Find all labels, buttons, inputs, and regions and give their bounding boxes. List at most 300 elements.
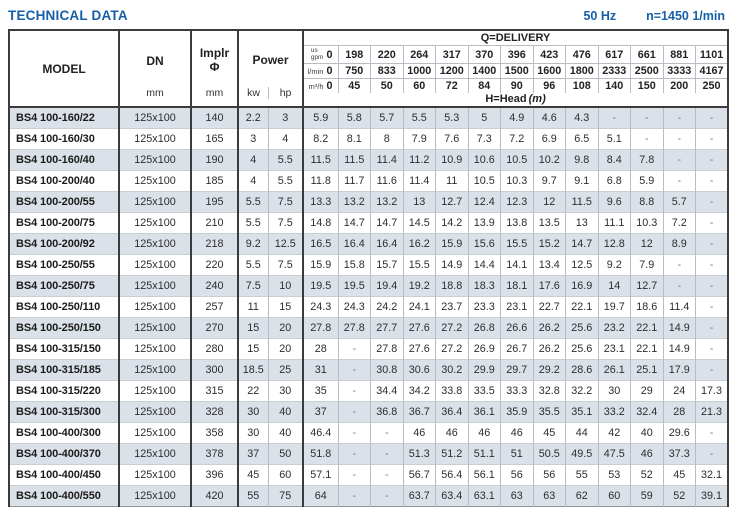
head-value-cell: 5.5: [403, 107, 436, 129]
head-value-cell: -: [696, 360, 729, 381]
head-value-cell: 35.1: [566, 402, 599, 423]
flow-value-cell: 423: [533, 46, 566, 64]
head-value-cell: -: [696, 129, 729, 150]
head-value-cell: 46: [468, 423, 501, 444]
flow-value-cell: 50: [371, 79, 404, 94]
dn-cell: 125x100: [119, 402, 191, 423]
power-kw-cell: 30: [238, 402, 268, 423]
impeller-label: Implr: [199, 46, 230, 61]
head-value-cell: 28: [303, 339, 338, 360]
head-value-cell: 14.2: [436, 213, 469, 234]
dn-cell: 125x100: [119, 150, 191, 171]
head-value-cell: -: [663, 129, 696, 150]
head-value-cell: 23.3: [468, 297, 501, 318]
head-value-cell: 27.8: [371, 339, 404, 360]
table-row: [9, 150, 728, 171]
head-value-cell: 15.5: [403, 255, 436, 276]
head-value-cell: 7.6: [436, 129, 469, 150]
power-kw-cell: 5.5: [238, 255, 268, 276]
head-value-cell: 30.6: [403, 360, 436, 381]
dn-cell: 125x100: [119, 423, 191, 444]
head-value-cell: -: [338, 423, 371, 444]
head-value-cell: 12: [631, 234, 664, 255]
power-kw-cell: 37: [238, 444, 268, 465]
table-row: [9, 234, 728, 255]
table-row: [9, 486, 728, 507]
head-value-cell: 46: [501, 423, 534, 444]
power-kw-cell: 22: [238, 381, 268, 402]
head-value-cell: -: [696, 444, 729, 465]
power-label: Power: [252, 53, 289, 67]
head-value-cell: 11.7: [338, 171, 371, 192]
impeller-cell: 328: [191, 402, 238, 423]
impeller-phi-symbol: Φ: [209, 60, 220, 74]
dn-cell: 125x100: [119, 129, 191, 150]
hp-unit-label: hp: [268, 87, 302, 99]
head-value-cell: 16.4: [371, 234, 404, 255]
head-value-cell: 40: [631, 423, 664, 444]
head-value-cell: -: [338, 360, 371, 381]
flow-value-cell: 617: [598, 46, 631, 64]
table-row: [9, 360, 728, 381]
power-hp-cell: 20: [268, 318, 303, 339]
flow-zero-value: 0: [326, 80, 333, 92]
model-cell: BS4 100-400/550: [9, 486, 119, 507]
head-value-cell: 30: [598, 381, 631, 402]
head-value-cell: 23.2: [598, 318, 631, 339]
model-cell: BS4 100-200/55: [9, 192, 119, 213]
flow-value-cell: 881: [663, 46, 696, 64]
head-value-cell: 27.6: [403, 318, 436, 339]
table-row: [9, 339, 728, 360]
head-value-cell: 6.9: [533, 129, 566, 150]
impeller-cell: 220: [191, 255, 238, 276]
head-value-cell: 25.1: [631, 360, 664, 381]
power-hp-cell: 15: [268, 297, 303, 318]
head-value-cell: 24: [663, 381, 696, 402]
head-value-cell: 10.5: [468, 171, 501, 192]
head-value-cell: 53: [598, 465, 631, 486]
flow-value-cell: 1000: [403, 64, 436, 79]
head-value-cell: 13.2: [338, 192, 371, 213]
head-value-cell: 32.1: [696, 465, 729, 486]
flow-unit-cell: [303, 79, 338, 94]
head-value-cell: 18.6: [631, 297, 664, 318]
head-value-cell: 51: [501, 444, 534, 465]
dn-cell: 125x100: [119, 486, 191, 507]
head-value-cell: 19.7: [598, 297, 631, 318]
head-value-cell: 26.1: [598, 360, 631, 381]
head-value-cell: 26.7: [501, 339, 534, 360]
dn-cell: 125x100: [119, 171, 191, 192]
power-hp-cell: 5.5: [268, 150, 303, 171]
model-cell: BS4 100-160/30: [9, 129, 119, 150]
table-body: [9, 107, 728, 507]
head-value-cell: 49.5: [566, 444, 599, 465]
head-value-cell: 36.8: [371, 402, 404, 423]
model-cell: BS4 100-160/40: [9, 150, 119, 171]
impeller-cell: 378: [191, 444, 238, 465]
power-kw-cell: 5.5: [238, 213, 268, 234]
head-value-cell: 34.2: [403, 381, 436, 402]
power-kw-cell: 7.5: [238, 276, 268, 297]
head-value-cell: 26.2: [533, 339, 566, 360]
head-value-cell: 8.8: [631, 192, 664, 213]
head-value-cell: 36.7: [403, 402, 436, 423]
table-row: [9, 465, 728, 486]
head-value-cell: 32.4: [631, 402, 664, 423]
power-hp-cell: 7.5: [268, 192, 303, 213]
power-hp-cell: 12.5: [268, 234, 303, 255]
head-value-cell: 24.3: [303, 297, 338, 318]
head-value-cell: 13.3: [303, 192, 338, 213]
head-value-cell: 6.8: [598, 171, 631, 192]
head-value-cell: 8: [371, 129, 404, 150]
dn-column-header: [119, 30, 191, 107]
head-value-cell: 10.5: [501, 150, 534, 171]
head-value-cell: 47.5: [598, 444, 631, 465]
head-value-cell: 32.2: [566, 381, 599, 402]
head-value-cell: -: [338, 339, 371, 360]
flow-value-cell: 1400: [468, 64, 501, 79]
head-value-cell: 4.3: [566, 107, 599, 129]
head-value-cell: -: [696, 107, 729, 129]
head-value-cell: 7.9: [631, 255, 664, 276]
head-value-cell: 52: [631, 465, 664, 486]
impeller-cell: 240: [191, 276, 238, 297]
flow-value-cell: 108: [566, 79, 599, 94]
head-value-cell: 27.2: [436, 339, 469, 360]
head-value-cell: 29: [631, 381, 664, 402]
head-label: H=Head: [485, 93, 527, 105]
head-value-cell: 14.9: [436, 255, 469, 276]
head-value-cell: 13.9: [468, 213, 501, 234]
dn-cell: 125x100: [119, 234, 191, 255]
head-value-cell: 11.4: [371, 150, 404, 171]
head-value-cell: 13.5: [533, 213, 566, 234]
head-value-cell: -: [696, 234, 729, 255]
head-value-cell: 33.8: [436, 381, 469, 402]
head-value-cell: 16.2: [403, 234, 436, 255]
head-value-cell: 63.4: [436, 486, 469, 507]
head-value-cell: -: [663, 107, 696, 129]
head-value-cell: 11.4: [403, 171, 436, 192]
dn-cell: 125x100: [119, 339, 191, 360]
flow-value-cell: 661: [631, 46, 664, 64]
head-value-cell: 14.7: [566, 234, 599, 255]
unit-line: us: [310, 46, 318, 54]
head-value-cell: 55: [566, 465, 599, 486]
head-value-cell: 32.8: [533, 381, 566, 402]
head-value-cell: 7.9: [403, 129, 436, 150]
head-value-cell: -: [696, 171, 729, 192]
head-value-cell: 14.5: [403, 213, 436, 234]
head-value-cell: 28.6: [566, 360, 599, 381]
head-value-cell: 11.8: [303, 171, 338, 192]
head-value-cell: 8.9: [663, 234, 696, 255]
flow-unit-wrap: [304, 65, 338, 77]
head-value-cell: 46: [631, 444, 664, 465]
head-value-cell: 17.3: [696, 381, 729, 402]
table-row: [9, 107, 728, 129]
head-value-cell: 7.2: [663, 213, 696, 234]
head-value-cell: -: [696, 192, 729, 213]
head-value-cell: 30.8: [371, 360, 404, 381]
impeller-cell: 270: [191, 318, 238, 339]
head-value-cell: 7.3: [468, 129, 501, 150]
head-value-cell: 14: [598, 276, 631, 297]
flow-value-cell: 198: [338, 46, 371, 64]
table-row: [9, 402, 728, 423]
head-value-cell: 63: [501, 486, 534, 507]
head-value-cell: 13: [566, 213, 599, 234]
head-value-cell: 11.4: [663, 297, 696, 318]
flow-value-cell: 96: [533, 79, 566, 94]
table-row: [9, 255, 728, 276]
head-value-cell: 24.3: [338, 297, 371, 318]
power-hp-cell: 4: [268, 129, 303, 150]
head-value-cell: 11.2: [403, 150, 436, 171]
head-value-cell: 46.4: [303, 423, 338, 444]
head-value-cell: 27.2: [436, 318, 469, 339]
head-value-cell: 19.4: [371, 276, 404, 297]
head-value-cell: 29.6: [663, 423, 696, 444]
head-value-cell: -: [371, 465, 404, 486]
head-value-cell: 5.7: [371, 107, 404, 129]
table-row: [9, 381, 728, 402]
dn-cell: 125x100: [119, 444, 191, 465]
model-label: MODEL: [42, 61, 86, 76]
table-row: [9, 129, 728, 150]
head-value-cell: 5.9: [631, 171, 664, 192]
impeller-cell: 195: [191, 192, 238, 213]
head-value-cell: 26.6: [501, 318, 534, 339]
flow-value-cell: 833: [371, 64, 404, 79]
table-row: [9, 276, 728, 297]
head-value-cell: 21.3: [696, 402, 729, 423]
head-value-cell: 19.2: [403, 276, 436, 297]
head-value-cell: 27.7: [371, 318, 404, 339]
head-value-cell: -: [696, 276, 729, 297]
table-row: [9, 297, 728, 318]
model-cell: BS4 100-400/370: [9, 444, 119, 465]
impeller-cell: 165: [191, 129, 238, 150]
flow-value-cell: 250: [696, 79, 729, 94]
head-value-cell: 14.4: [468, 255, 501, 276]
head-value-cell: 57.1: [303, 465, 338, 486]
dn-cell: 125x100: [119, 360, 191, 381]
head-value-cell: 10.9: [436, 150, 469, 171]
flow-value-cell: 150: [631, 79, 664, 94]
flow-unit-label: [308, 67, 324, 76]
flow-value-cell: 396: [501, 46, 534, 64]
flow-value-cell: 1101: [696, 46, 729, 64]
head-value-cell: 56.1: [468, 465, 501, 486]
head-value-cell: -: [338, 465, 371, 486]
head-value-cell: -: [663, 150, 696, 171]
head-value-cell: 26.9: [468, 339, 501, 360]
head-value-cell: 60: [598, 486, 631, 507]
head-value-cell: 13.2: [371, 192, 404, 213]
head-value-cell: 15.6: [468, 234, 501, 255]
head-value-cell: 9.8: [566, 150, 599, 171]
head-value-cell: 45: [663, 465, 696, 486]
head-value-cell: -: [631, 129, 664, 150]
flow-value-cell: 476: [566, 46, 599, 64]
flow-value-cell: 264: [403, 46, 436, 64]
dn-cell: 125x100: [119, 276, 191, 297]
impeller-cell: 396: [191, 465, 238, 486]
flow-value-cell: 140: [598, 79, 631, 94]
power-kw-cell: 4: [238, 171, 268, 192]
head-value-cell: -: [696, 255, 729, 276]
flow-value-cell: 2500: [631, 64, 664, 79]
head-value-cell: 6.5: [566, 129, 599, 150]
power-kw-cell: 2.2: [238, 107, 268, 129]
head-value-cell: 12.5: [566, 255, 599, 276]
head-value-cell: 7.8: [631, 150, 664, 171]
power-hp-cell: 7.5: [268, 255, 303, 276]
power-kw-cell: 11: [238, 297, 268, 318]
head-value-cell: 62: [566, 486, 599, 507]
head-value-cell: 9.2: [598, 255, 631, 276]
head-value-cell: -: [338, 486, 371, 507]
head-value-cell: -: [371, 486, 404, 507]
head-value-cell: -: [338, 381, 371, 402]
head-value-cell: 10.2: [533, 150, 566, 171]
power-hp-cell: 60: [268, 465, 303, 486]
dn-cell: 125x100: [119, 318, 191, 339]
head-value-cell: 51.8: [303, 444, 338, 465]
dn-unit-label: mm: [146, 86, 164, 99]
impeller-column-header: [191, 30, 238, 107]
head-value-cell: 51.1: [468, 444, 501, 465]
head-value-cell: 23.1: [501, 297, 534, 318]
impeller-unit-label: mm: [205, 86, 224, 99]
head-value-cell: 9.6: [598, 192, 631, 213]
flow-unit-label: [308, 82, 323, 91]
impeller-cell: 420: [191, 486, 238, 507]
dn-cell: 125x100: [119, 255, 191, 276]
head-value-cell: 12.3: [501, 192, 534, 213]
flow-unit-wrap: [304, 48, 338, 62]
head-value-cell: 8.4: [598, 150, 631, 171]
head-value-cell: 5.1: [598, 129, 631, 150]
power-column-header: [238, 30, 303, 107]
flow-value-cell: 4167: [696, 64, 729, 79]
head-value-cell: 15.9: [303, 255, 338, 276]
power-hp-cell: 20: [268, 339, 303, 360]
impeller-cell: 257: [191, 297, 238, 318]
flow-zero-value: 0: [326, 65, 333, 77]
head-value-cell: 11.5: [566, 192, 599, 213]
head-value-cell: 35.9: [501, 402, 534, 423]
head-value-cell: 15.8: [338, 255, 371, 276]
head-value-cell: 22.1: [631, 339, 664, 360]
head-value-cell: 16.9: [566, 276, 599, 297]
table-row: [9, 318, 728, 339]
head-value-cell: 9.7: [533, 171, 566, 192]
dn-cell: 125x100: [119, 107, 191, 129]
dn-cell: 125x100: [119, 213, 191, 234]
head-value-cell: -: [696, 150, 729, 171]
power-hp-cell: 5.5: [268, 171, 303, 192]
flow-value-cell: 72: [436, 79, 469, 94]
power-hp-cell: 7.5: [268, 213, 303, 234]
power-hp-cell: 30: [268, 381, 303, 402]
model-cell: BS4 100-160/22: [9, 107, 119, 129]
head-value-cell: 46: [436, 423, 469, 444]
unit-line: l/min: [307, 66, 324, 76]
table-row: [9, 171, 728, 192]
head-value-cell: 56: [533, 465, 566, 486]
head-value-cell: 24.2: [371, 297, 404, 318]
model-cell: BS4 100-200/75: [9, 213, 119, 234]
flow-value-cell: 220: [371, 46, 404, 64]
power-kw-cell: 9.2: [238, 234, 268, 255]
flow-value-cell: 1200: [436, 64, 469, 79]
head-value-cell: 26.8: [468, 318, 501, 339]
head-value-cell: 14.9: [663, 318, 696, 339]
head-value-cell: 18.8: [436, 276, 469, 297]
impeller-cell: 190: [191, 150, 238, 171]
head-value-cell: 27.8: [338, 318, 371, 339]
head-value-cell: 35.5: [533, 402, 566, 423]
head-value-cell: 11: [436, 171, 469, 192]
head-value-cell: 25.6: [566, 339, 599, 360]
head-value-cell: 63.7: [403, 486, 436, 507]
impeller-cell: 210: [191, 213, 238, 234]
head-value-cell: 13: [403, 192, 436, 213]
power-hp-cell: 50: [268, 444, 303, 465]
flow-value-cell: 45: [338, 79, 371, 94]
model-cell: BS4 100-400/300: [9, 423, 119, 444]
title-bar: [8, 8, 727, 23]
flow-value-cell: 2333: [598, 64, 631, 79]
head-value-cell: -: [371, 423, 404, 444]
head-value-cell: 39.1: [696, 486, 729, 507]
head-value-cell: 31: [303, 360, 338, 381]
flow-value-cell: 317: [436, 46, 469, 64]
kw-unit-label: kw: [247, 87, 260, 99]
head-value-cell: 14.9: [663, 339, 696, 360]
head-value-cell: 14.8: [303, 213, 338, 234]
head-value-cell: 22.1: [566, 297, 599, 318]
head-value-cell: 59: [631, 486, 664, 507]
head-value-cell: 25.6: [566, 318, 599, 339]
speed-label: n=1450 1/min: [646, 9, 725, 23]
unit-line: m³/h: [308, 81, 324, 91]
head-value-cell: 27.8: [303, 318, 338, 339]
head-value-cell: 18.1: [501, 276, 534, 297]
power-hp-cell: 3: [268, 107, 303, 129]
flow-unit-label: [311, 48, 324, 62]
model-cell: BS4 100-315/185: [9, 360, 119, 381]
model-cell: BS4 100-315/300: [9, 402, 119, 423]
head-value-cell: 33.2: [598, 402, 631, 423]
power-hp-cell: 40: [268, 423, 303, 444]
head-value-cell: 14.7: [338, 213, 371, 234]
flow-value-cell: 370: [468, 46, 501, 64]
head-value-cell: 52: [663, 486, 696, 507]
flow-value-cell: 200: [663, 79, 696, 94]
head-value-cell: 29.9: [468, 360, 501, 381]
head-value-cell: -: [696, 297, 729, 318]
head-value-cell: 56.4: [436, 465, 469, 486]
header-row-top: [9, 30, 728, 46]
head-value-cell: 10.3: [501, 171, 534, 192]
table-row: [9, 192, 728, 213]
